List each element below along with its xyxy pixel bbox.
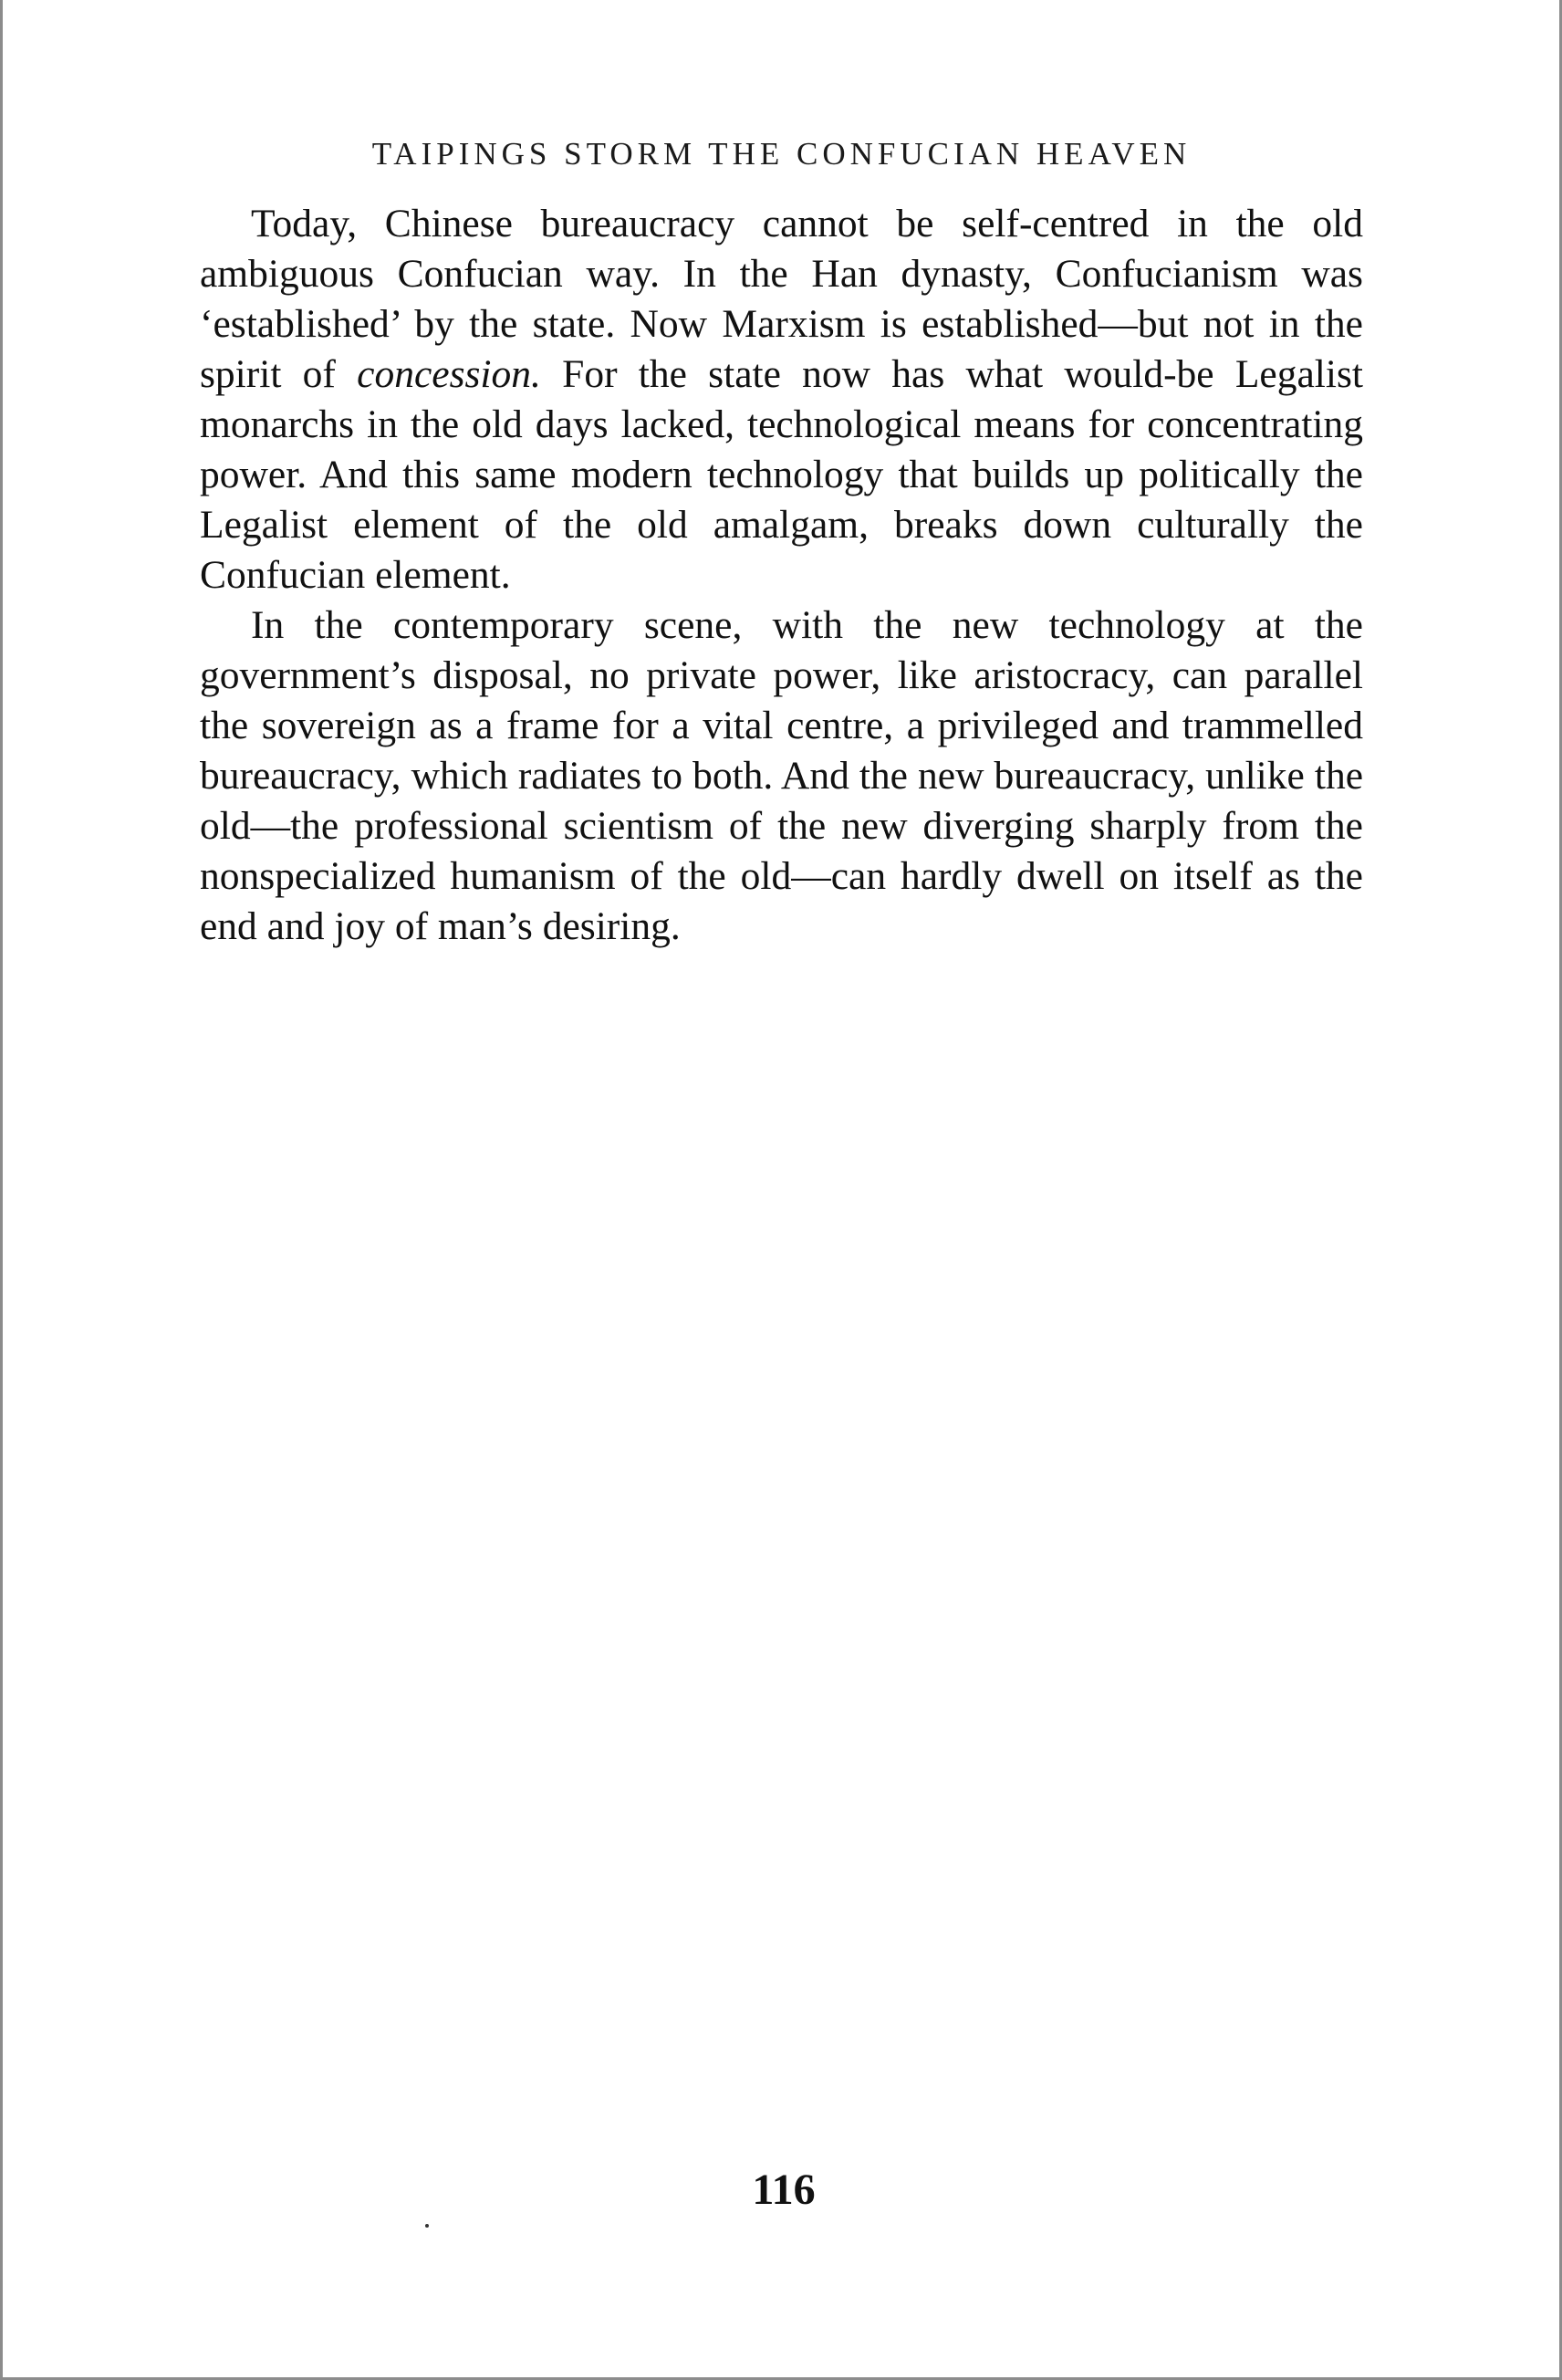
paragraph-2: In the contemporary scene, with the new technology at the government’s disposal, no private power, like aristocracy, can parallel the sovereign as a frame for a vital centre, a privileged and trammelled bureaucracy, which radiates to both. And the new bureaucracy, unlike the old—the professional scientism of the new diverging sharply from the nonspecialized humanism of the old—can hardly dwell on itself as the end and joy of man’s desiring. [200, 603, 1363, 948]
paragraph-1 [200, 199, 1363, 600]
body-text [200, 199, 1363, 952]
page-number: 116 [752, 2166, 816, 2214]
italic-concession: concession. [357, 352, 541, 396]
paragraph-1-text-end: For the state now has what would-be Legalist monarchs in the old days lacked, technological means for concentrating power. And this same modern technology that builds up politically the Legalist element of the old amalgam, breaks down culturally the Confucian element. [200, 352, 1363, 597]
running-head: TAIPINGS STORM THE CONFUCIAN HEAVEN [371, 136, 1192, 172]
paragraph-1-text-start: Today, Chinese bureaucracy cannot be self-centred in the old ambiguous Confucian way. In the Han dynasty, Confucianism was ‘established’ by the state. Now Marxism is established—but not in the spirit of [200, 202, 1363, 396]
scan-speck [425, 2224, 429, 2228]
